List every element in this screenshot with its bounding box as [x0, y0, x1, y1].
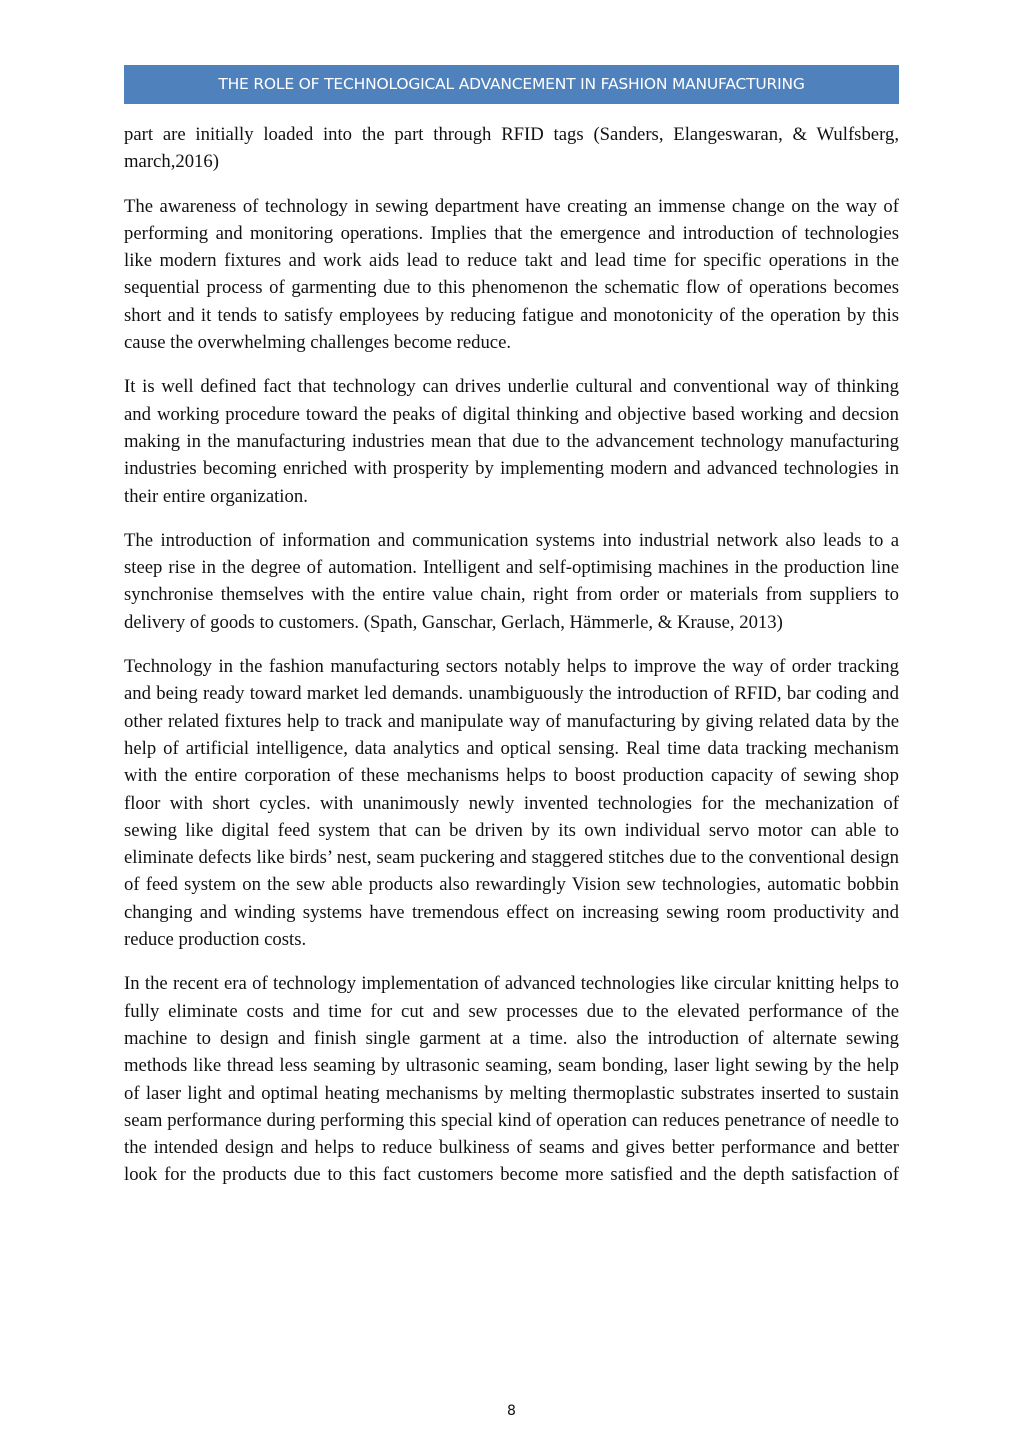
paragraph-4: The introduction of information and communication systems into industrial network also leads to a steep rise in the degree of automation. Intelligent and self-optimising machines in the production line synchronise themselves with the entire value chain, right from order or materials from suppliers to delivery of goods to customers. (Spath, Ganschar, Gerlach, Hämmerle, & Krause, 2013): [124, 529, 899, 633]
document-body: [124, 121, 899, 1189]
paragraph-2: The awareness of technology in sewing department have creating an immense change on the way of performing and monitoring operations. Implies that the emergence and introduction of technologies like modern fixtures and work aids lead to reduce takt and lead time for specific operations in the sequential process of garmenting due to this phenomenon the schematic flow of operations becomes short and it tends to satisfy employees by reducing fatigue and monotonicity of the operation by this cause the overwhelming challenges become reduce.: [124, 195, 899, 354]
page-number: 8: [507, 1403, 516, 1419]
paragraph-6: In the recent era of technology implementation of advanced technologies like circular knitting helps to fully eliminate costs and time for cut and sew processes due to the elevated performance of the machine to design and finish single garment at a time. also the introduction of alternate sewing methods like thread less seaming by ultrasonic seaming, seam bonding, laser light sewing by the help of laser light and optimal heating mechanisms by melting thermoplastic substrates inserted to sustain seam performance during performing this special kind of operation can reduces penetrance of needle to the intended design and helps to reduce bulkiness of seams and gives better performance and better look for the products due to this fact customers become more satisfied and the depth satisfaction of: [124, 973, 899, 1186]
running-header: [124, 65, 899, 104]
paragraph-5: Technology in the fashion manufacturing sectors notably helps to improve the way of order tracking and being ready toward market led demands. unambiguously the introduction of RFID, bar coding and other related fixtures help to track and manipulate way of manufacturing by giving related data by the help of artificial intelligence, data analytics and optical sensing. Real time data tracking mechanism with the entire corporation of these mechanisms helps to boost production capacity of sewing shop floor with short cycles. with unanimously newly invented technologies for the mechanization of sewing like digital feed system that can be driven by its own individual servo motor can able to eliminate defects like birds’ nest, seam puckering and staggered stitches due to the conventional design of feed system on the sew able products also rewardingly Vision sew technologies, automatic bobbin changing and winding systems have tremendous effect on increasing sewing room productivity and reduce production costs.: [124, 656, 899, 951]
paragraph-3: It is well defined fact that technology can drives underlie cultural and conventional way of thinking and working procedure toward the peaks of digital thinking and objective based working and decsion making in the manufacturing industries mean that due to the advancement technology manufacturing industries becoming enriched with prosperity by implementing modern and advanced technologies in their entire organization.: [124, 376, 899, 507]
paragraph-1: part are initially loaded into the part through RFID tags (Sanders, Elangeswaran, & Wulfsberg, march,2016): [124, 124, 899, 173]
running-header-title: THE ROLE OF TECHNOLOGICAL ADVANCEMENT IN FASHION MANUFACTURING: [218, 74, 805, 93]
